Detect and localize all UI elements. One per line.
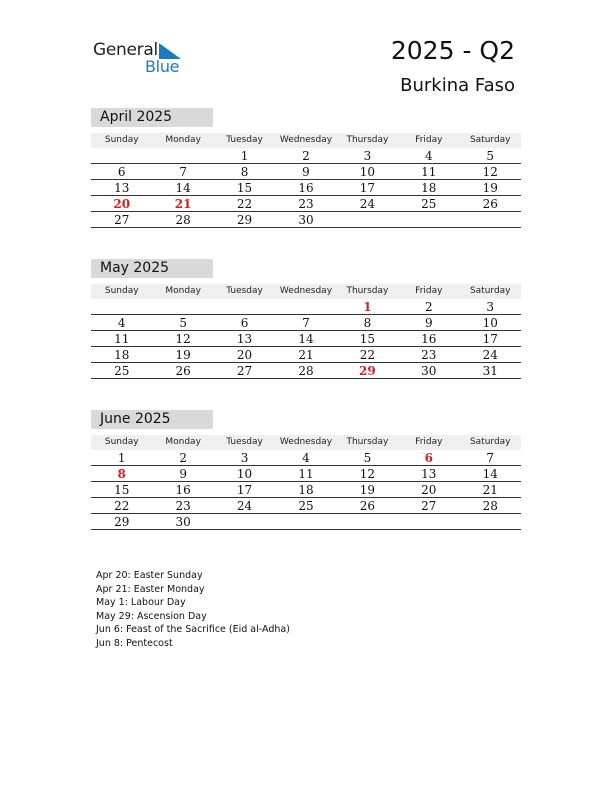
- day-cell: 11: [298, 467, 314, 481]
- day-cell: 1: [240, 149, 249, 163]
- day-cell: 15: [236, 181, 253, 195]
- day-cell: 2: [179, 451, 187, 465]
- day-cell: 31: [482, 364, 498, 378]
- day-cell: 4: [117, 316, 126, 330]
- week-row: [91, 466, 521, 482]
- weekday-label: Monday: [165, 135, 201, 145]
- month-may: [91, 259, 521, 379]
- brand-logo: [93, 40, 193, 80]
- day-cell: 9: [425, 316, 433, 330]
- weekday-label: Saturday: [469, 286, 511, 296]
- day-cell: 20: [421, 483, 437, 497]
- day-cell: 22: [359, 348, 376, 362]
- empty-day-cell: [337, 514, 398, 529]
- empty-day-cell: [214, 299, 275, 314]
- day-cell: 7: [486, 451, 495, 465]
- weekday-label: Monday: [165, 437, 201, 447]
- day-cell: 6: [117, 165, 126, 179]
- empty-day-cell: [398, 212, 459, 227]
- day-cell: 18: [421, 181, 437, 195]
- weekday-header-row: [91, 435, 521, 450]
- day-cell: 25: [298, 499, 314, 513]
- day-cell: 22: [114, 499, 130, 513]
- day-cell: 16: [421, 332, 437, 346]
- day-cell: 29: [114, 515, 130, 529]
- holiday-note: Apr 20: Easter Sunday: [96, 570, 203, 581]
- day-cell: 1: [117, 451, 126, 465]
- day-cell: 26: [482, 197, 498, 211]
- day-cell: 3: [363, 149, 372, 163]
- week-row: [91, 498, 521, 514]
- day-cell: 17: [359, 181, 376, 195]
- empty-day-cell: [460, 212, 521, 227]
- day-cell: 6: [240, 316, 249, 330]
- holiday-note: Jun 8: Pentecost: [96, 637, 173, 649]
- empty-day-cell: [337, 212, 398, 227]
- day-cell: 14: [482, 467, 498, 481]
- weekday-label: Saturday: [469, 135, 511, 145]
- day-cell: 22: [236, 197, 253, 211]
- day-cell: 18: [298, 483, 314, 497]
- day-cell: 27: [236, 364, 253, 378]
- weekday-label: Tuesday: [226, 135, 263, 145]
- weekday-label: Tuesday: [226, 437, 263, 447]
- day-cell: 27: [114, 213, 130, 227]
- day-cell: 26: [175, 364, 191, 378]
- week-row: [91, 363, 521, 379]
- week-row: [91, 450, 521, 466]
- day-cell: 17: [482, 332, 498, 346]
- day-cell: 26: [359, 499, 376, 513]
- holiday-note: Jun 6: Feast of the Sacrifice (Eid al-Adha): [96, 624, 290, 635]
- day-cell: 12: [175, 332, 191, 346]
- day-cell: 3: [486, 300, 495, 314]
- empty-day-cell: [214, 514, 275, 529]
- empty-day-cell: [91, 299, 152, 314]
- day-cell: 15: [114, 483, 130, 497]
- weekday-header-row: [91, 284, 521, 299]
- day-cell: 15: [359, 332, 376, 346]
- empty-day-cell: [152, 299, 213, 314]
- month-label: May 2025: [91, 259, 213, 278]
- day-cell: 30: [298, 213, 314, 227]
- weekday-label: Friday: [415, 286, 443, 296]
- weekday-label: Thursday: [346, 437, 389, 447]
- empty-day-cell: [460, 514, 521, 529]
- day-cell: 16: [175, 483, 191, 497]
- weekday-label: Friday: [415, 437, 443, 447]
- quarter-title: 2025 - Q2: [390, 36, 515, 65]
- weekday-label: Wednesday: [279, 286, 333, 296]
- week-row: [91, 482, 521, 498]
- weekday-label: Sunday: [104, 286, 139, 296]
- day-cell: 23: [298, 197, 314, 211]
- day-cell: 1: [363, 300, 372, 314]
- day-cell: 13: [421, 467, 437, 481]
- day-cell: 5: [363, 451, 372, 465]
- day-cell: 11: [114, 332, 130, 346]
- day-cell: 2: [425, 300, 433, 314]
- weekday-label: Monday: [165, 286, 201, 296]
- day-cell: 10: [359, 165, 376, 179]
- weekday-label: Sunday: [104, 437, 139, 447]
- day-cell: 29: [236, 213, 253, 227]
- week-row: [91, 347, 521, 363]
- day-cell: 18: [114, 348, 130, 362]
- weekday-label: Tuesday: [226, 286, 263, 296]
- day-cell: 28: [482, 499, 498, 513]
- day-cell: 4: [425, 149, 433, 163]
- day-cell: 13: [114, 181, 130, 195]
- day-cell: 2: [302, 149, 310, 163]
- month-label: June 2025: [91, 410, 213, 429]
- empty-day-cell: [398, 514, 459, 529]
- day-cell: 10: [236, 467, 253, 481]
- week-row: [91, 212, 521, 228]
- day-cell: 7: [179, 165, 187, 179]
- day-cell: 4: [302, 451, 310, 465]
- day-cell: 27: [421, 499, 437, 513]
- logo-word-general: General: [93, 40, 158, 60]
- empty-day-cell: [275, 299, 336, 314]
- month-june: [91, 410, 521, 530]
- day-cell: 21: [298, 348, 314, 362]
- day-cell: 9: [179, 467, 187, 481]
- weekday-label: Saturday: [469, 437, 511, 447]
- day-cell: 28: [175, 213, 191, 227]
- holiday-note: May 29: Ascension Day: [96, 610, 207, 622]
- day-cell: 3: [240, 451, 249, 465]
- empty-day-cell: [275, 514, 336, 529]
- day-cell: 14: [175, 181, 191, 195]
- holiday-notes: [96, 569, 290, 650]
- day-cell: 23: [175, 499, 191, 513]
- day-cell: 21: [482, 483, 498, 497]
- day-cell: 20: [236, 348, 253, 362]
- logo-word-blue: Blue: [145, 57, 180, 76]
- day-cell: 10: [482, 316, 498, 330]
- day-cell: 19: [359, 483, 376, 497]
- day-cell: 30: [421, 364, 437, 378]
- day-cell: 21: [174, 197, 192, 211]
- day-cell: 24: [359, 197, 376, 211]
- holiday-note: May 1: Labour Day: [96, 597, 186, 608]
- week-row: [91, 514, 521, 530]
- day-cell: 28: [298, 364, 314, 378]
- country-name: Burkina Faso: [400, 75, 515, 96]
- weekday-header-row: [91, 133, 521, 148]
- weekday-label: Friday: [415, 135, 443, 145]
- week-row: [91, 331, 521, 347]
- weekday-label: Thursday: [346, 286, 389, 296]
- day-cell: 19: [482, 181, 498, 195]
- day-cell: 30: [175, 515, 191, 529]
- day-cell: 25: [114, 364, 130, 378]
- day-cell: 8: [363, 316, 372, 330]
- day-cell: 9: [302, 165, 310, 179]
- day-cell: 23: [421, 348, 437, 362]
- week-row: [91, 148, 521, 164]
- empty-day-cell: [152, 148, 213, 163]
- week-row: [91, 180, 521, 196]
- weekday-label: Wednesday: [279, 135, 333, 145]
- day-cell: 29: [359, 364, 376, 378]
- day-cell: 12: [482, 165, 498, 179]
- day-cell: 24: [482, 348, 498, 362]
- day-cell: 8: [240, 165, 249, 179]
- day-cell: 25: [421, 197, 437, 211]
- month-label: April 2025: [91, 108, 213, 127]
- weekday-label: Sunday: [104, 135, 139, 145]
- day-cell: 11: [421, 165, 437, 179]
- month-april: [91, 108, 521, 228]
- day-cell: 6: [424, 451, 433, 465]
- week-row: [91, 299, 521, 315]
- week-row: [91, 315, 521, 331]
- empty-day-cell: [91, 148, 152, 163]
- weekday-label: Wednesday: [279, 437, 333, 447]
- day-cell: 20: [113, 197, 131, 211]
- day-cell: 19: [175, 348, 191, 362]
- day-cell: 12: [359, 467, 376, 481]
- day-cell: 8: [117, 467, 126, 481]
- holiday-note: Apr 21: Easter Monday: [96, 583, 205, 595]
- day-cell: 5: [179, 316, 187, 330]
- week-row: [91, 196, 521, 212]
- day-cell: 24: [236, 499, 253, 513]
- day-cell: 13: [236, 332, 253, 346]
- day-cell: 14: [298, 332, 314, 346]
- day-cell: 7: [302, 316, 310, 330]
- weekday-label: Thursday: [346, 135, 389, 145]
- day-cell: 5: [486, 149, 495, 163]
- day-cell: 17: [236, 483, 253, 497]
- day-cell: 16: [298, 181, 314, 195]
- week-row: [91, 164, 521, 180]
